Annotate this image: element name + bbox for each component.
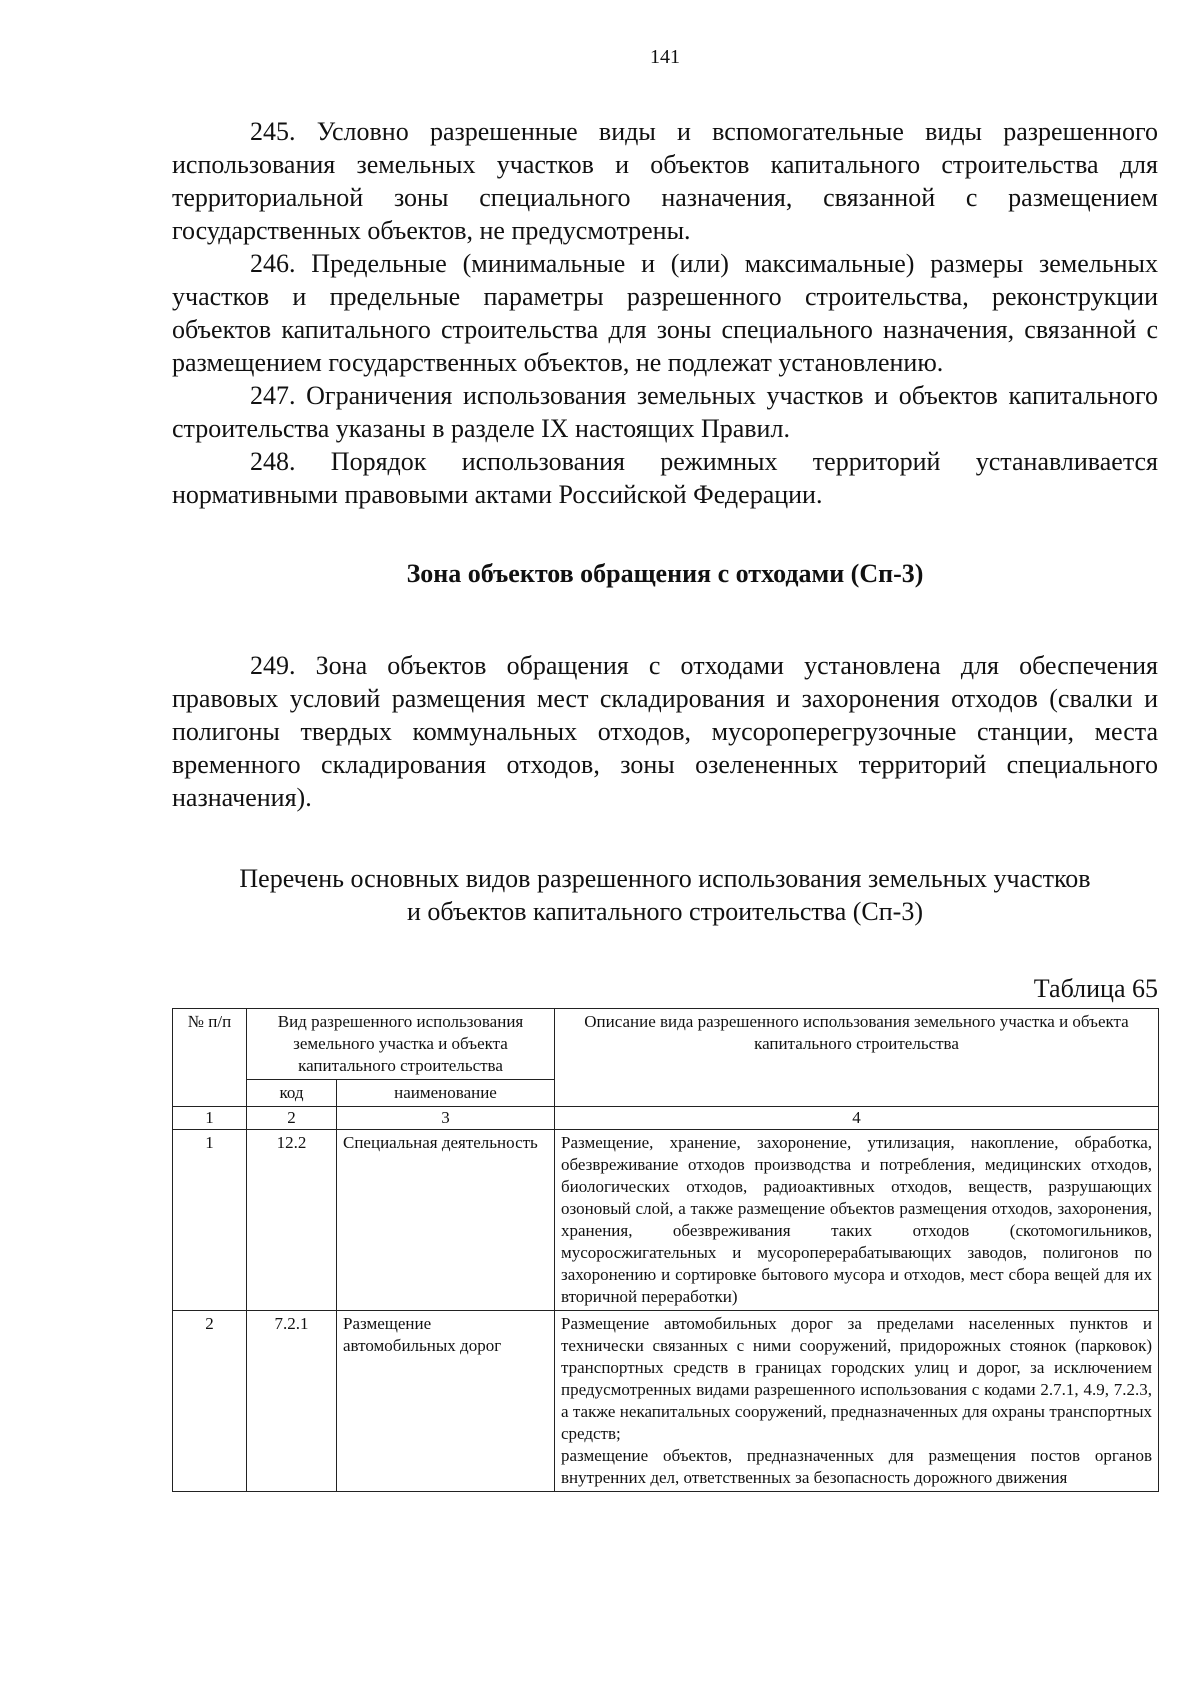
- index-cell: 1: [173, 1107, 247, 1130]
- row-desc: [555, 1311, 1159, 1492]
- list-title: [172, 862, 1158, 928]
- header-no: № п/п: [173, 1009, 247, 1107]
- paragraph-247: 247. Ограничения использования земельных участков и объектов капитального строительства указаны в разделе IX настоящих Правил.: [172, 381, 1158, 443]
- header-code: код: [247, 1080, 337, 1107]
- paragraph-248: 248. Порядок использования режимных территорий устанавливается нормативными правовыми актами Российской Федерации.: [172, 447, 1158, 509]
- table-label: Таблица 65: [1033, 974, 1158, 1003]
- table-row: [173, 1130, 1159, 1311]
- paragraph-246: 246. Предельные (минимальные и (или) максимальные) размеры земельных участков и предельные параметры разрешенного строительства, реконструкции объектов капитального строительства для зоны специального назначения, связанной с размещением государственных объектов, не подлежат установлению.: [172, 249, 1158, 377]
- row-desc-part-1: Размещение автомобильных дорог за пределами населенных пунктов и технически связанных с ними сооружений, придорожных стоянок (парковок) транспортных средств в границах городских улиц и дорог, за исключением предусмотренных видами разрешенного использования с кодами 2.7.1, 4.9, 7.2.3, а также некапитальных сооружений, предназначенных для охраны транспортных средств;: [561, 1314, 1152, 1443]
- header-desc: Описание вида разрешенного использования земельного участка и объекта капитального строительства: [555, 1009, 1159, 1107]
- paragraph-249: 249. Зона объектов обращения с отходами установлена для обеспечения правовых условий размещения мест складирования и захоронения отходов (свалки и полигоны твердых коммунальных отходов, мусороперегрузочные станции, места временного складирования отходов, зоны озелененных территорий специального назначения).: [172, 651, 1158, 812]
- index-cell: 3: [337, 1107, 555, 1130]
- header-name: наименование: [337, 1080, 555, 1107]
- row-name: Специальная деятельность: [337, 1130, 555, 1311]
- table-row: [173, 1311, 1159, 1492]
- row-no: 1: [173, 1130, 247, 1311]
- list-title-line-2: и объектов капитального строительства (Сп-3): [406, 897, 923, 926]
- row-desc-part-2: размещение объектов, предназначенных для размещения постов органов внутренних дел, ответственных за безопасность дорожного движения: [561, 1446, 1152, 1487]
- paragraph-245: 245. Условно разрешенные виды и вспомогательные виды разрешенного использования земельных участков и объектов капитального строительства для территориальной зоны специального назначения, связанной с размещением государственных объектов, не предусмотрены.: [172, 117, 1158, 245]
- row-no: 2: [173, 1311, 247, 1492]
- index-cell: 4: [555, 1107, 1159, 1130]
- section-heading: Зона объектов обращения с отходами (Сп-3): [406, 559, 924, 588]
- table-header-row: [173, 1009, 1159, 1080]
- row-name: Размещение автомобильных дорог: [337, 1311, 555, 1492]
- header-kind: Вид разрешенного использования земельного участка и объекта капитального строительства: [247, 1009, 555, 1080]
- row-code: 7.2.1: [247, 1311, 337, 1492]
- index-cell: 2: [247, 1107, 337, 1130]
- row-code: 12.2: [247, 1130, 337, 1311]
- land-use-table: [172, 1008, 1159, 1492]
- page-number: 141: [650, 46, 680, 68]
- row-desc: Размещение, хранение, захоронение, утилизация, накопление, обработка, обезвреживание отходов производства и потребления, медицинских отходов, биологических отходов, радиоактивных отходов, веществ, разрушающих озоновый слой, а также размещение объектов размещения отходов, захоронения, хранения, обезвреживания таких отходов (скотомогильников, мусоросжигательных и мусороперерабатывающих заводов, полигонов по захоронению и сортировке бытового мусора и отходов, мест сбора вещей для их вторичной переработки): [555, 1130, 1159, 1311]
- table-index-row: [173, 1107, 1159, 1130]
- list-title-line-1: Перечень основных видов разрешенного использования земельных участков: [239, 864, 1091, 893]
